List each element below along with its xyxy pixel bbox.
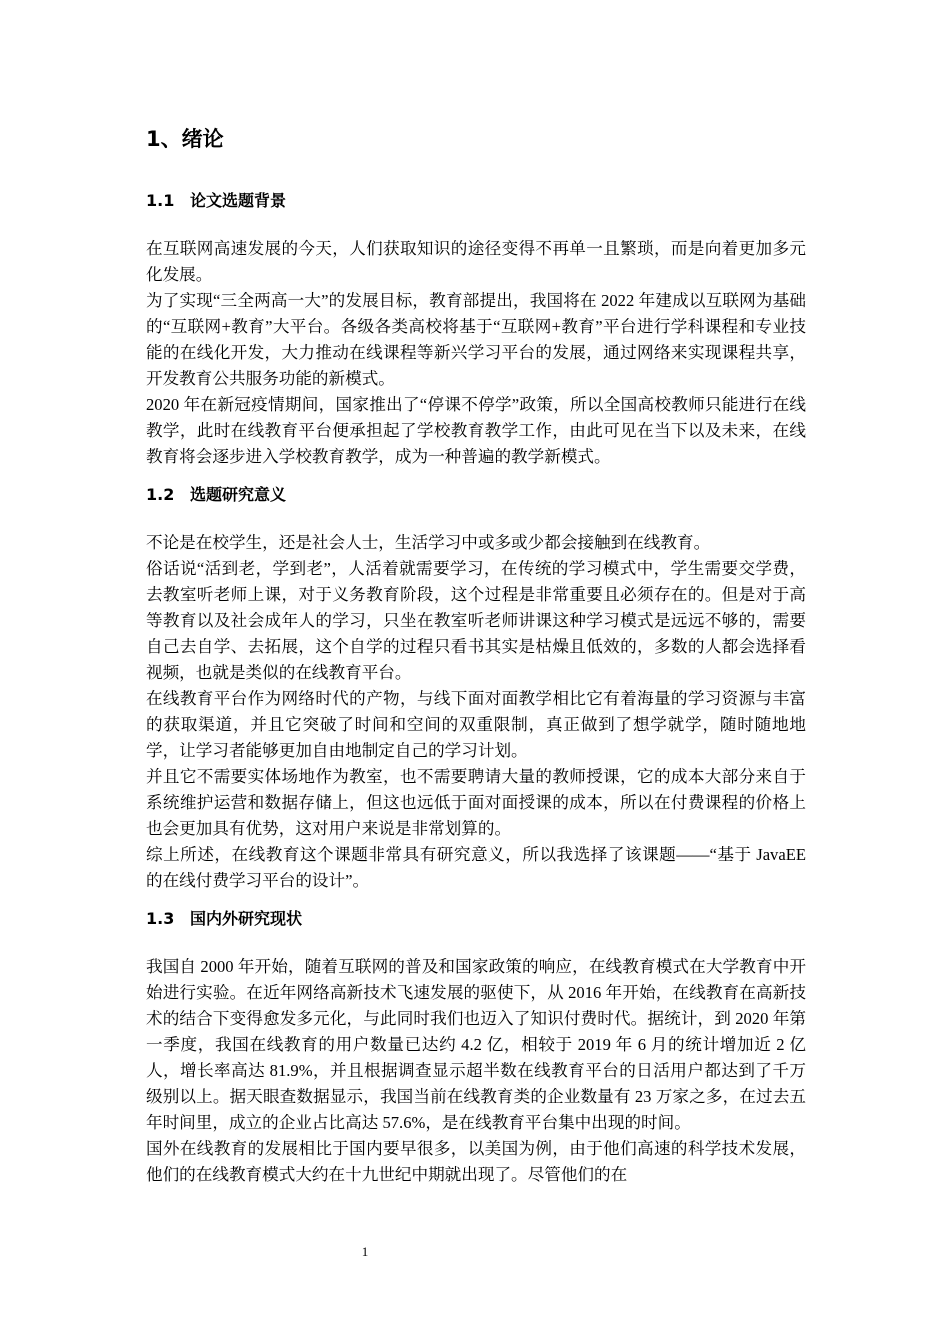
- section-title: 论文选题背景: [190, 191, 287, 210]
- paragraph: 2020 年在新冠疫情期间，国家推出了“停课不停学”政策，所以全国高校教师只能进行在线教学，此时在线教育平台便承担起了学校教育教学工作，由此可见在当下以及未来，在线教育将会逐步进入学校教育教学，成为一种普遍的教学新模式。: [146, 395, 806, 466]
- paragraph: 为了实现“三全两高一大”的发展目标，教育部提出，我国将在 2022 年建成以互联网为基础的“互联网+教育”大平台。各级各类高校将基于“互联网+教育”平台进行学科课程和专业技能的在线化开发，大力推动在线课程等新兴学习平台的发展，通过网络来实现课程共享，开发教育公共服务功能的新模式。: [146, 291, 806, 388]
- section-number: 1.1: [146, 191, 175, 210]
- page-number: 1: [361, 1244, 369, 1259]
- section-heading: [146, 482, 806, 508]
- page-content: [146, 124, 806, 1188]
- section-number: 1.3: [146, 909, 175, 928]
- paragraph: 在线教育平台作为网络时代的产物，与线下面对面教学相比它有着海量的学习资源与丰富的获取渠道，并且它突破了时间和空间的双重限制，真正做到了想学就学，随时随地地学，让学习者能够更加自由地制定自己的学习计划。: [146, 689, 806, 760]
- section-heading: [146, 906, 806, 932]
- section-research-status: [146, 906, 806, 1188]
- paragraph: 在互联网高速发展的今天，人们获取知识的途径变得不再单一且繁琐，而是向着更加多元化发展。: [146, 239, 806, 284]
- section-heading: [146, 188, 806, 214]
- paragraph: 俗话说“活到老，学到老”，人活着就需要学习，在传统的学习模式中，学生需要交学费，去教室听老师上课，对于义务教育阶段，这个过程是非常重要且必须存在的。但是对于高等教育以及社会成年人的学习，只坐在教室听老师讲课这种学习模式是远远不够的，需要自己去自学、去拓展，这个自学的过程只看书其实是枯燥且低效的，多数的人都会选择看视频，也就是类似的在线教育平台。: [146, 559, 806, 682]
- paragraph: 综上所述，在线教育这个课题非常具有研究意义，所以我选择了该课题——“基于 JavaEE 的在线付费学习平台的设计”。: [146, 845, 806, 890]
- chapter-title: 1、绪论: [146, 127, 224, 151]
- paragraph: 并且它不需要实体场地作为教室，也不需要聘请大量的教师授课，它的成本大部分来自于系统维护运营和数据存储上，但这也远低于面对面授课的成本，所以在付费课程的价格上也会更加具有优势，这对用户来说是非常划算的。: [146, 767, 806, 838]
- section-title: 国内外研究现状: [190, 909, 303, 928]
- paragraph: 国外在线教育的发展相比于国内要早很多，以美国为例，由于他们高速的科学技术发展，他们的在线教育模式大约在十九世纪中期就出现了。尽管他们的在: [146, 1139, 806, 1184]
- section-number: 1.2: [146, 485, 175, 504]
- section-background: [146, 188, 806, 470]
- paragraph: 不论是在校学生，还是社会人士，生活学习中或多或少都会接触到在线教育。: [146, 533, 711, 552]
- section-title: 选题研究意义: [190, 485, 287, 504]
- paragraph: 我国自 2000 年开始，随着互联网的普及和国家政策的响应，在线教育模式在大学教育中开始进行实验。在近年网络高新技术飞速发展的驱使下，从 2016 年开始，在线教育在高新技术的结合下变得愈发多元化，与此同时我们也迈入了知识付费时代。据统计，到 2020 年第一季度，我国在线教育的用户数量已达约 4.2 亿，相较于 2019 年 6 月的统计增加近 2 亿人，增长率高达 81.9%，并且根据调查显示超半数在线教育平台的日活用户都达到了千万级别以上。据天眼查数据显示，我国当前在线教育类的企业数量有 23 万家之多，在过去五年时间里，成立的企业占比高达 57.6%，是在线教育平台集中出现的时间。: [146, 957, 806, 1132]
- section-significance: [146, 482, 806, 894]
